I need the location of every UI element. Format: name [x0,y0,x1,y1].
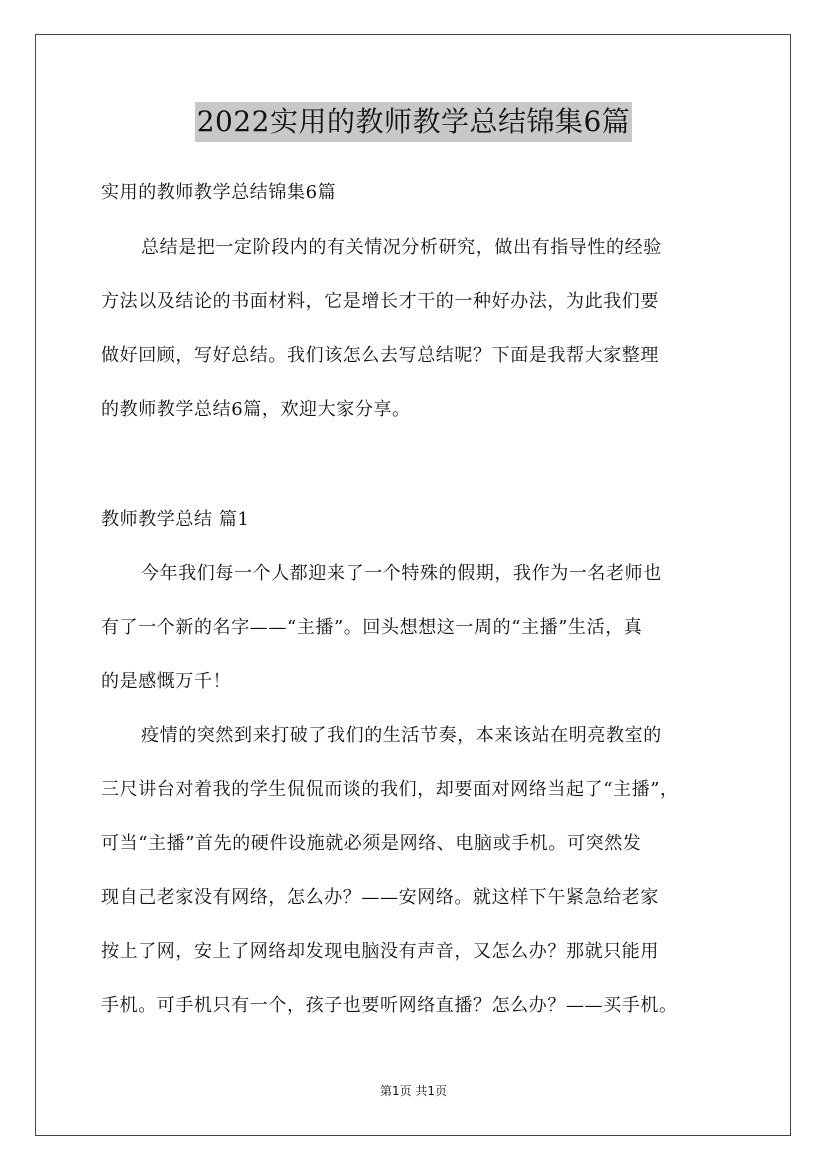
paragraph-line: 按上了网，安上了网络却发现电脑没有声音，又怎么办？那就只能用 [101,941,659,962]
intro-line: 做好回顾，写好总结。我们该怎么去写总结呢？下面是我帮大家整理 [101,345,659,366]
title-container [0,102,827,142]
intro-line: 的教师教学总结6篇，欢迎大家分享。 [101,399,411,420]
paragraph-line: 疫情的突然到来打破了我们的生活节奏，本来该站在明亮教室的 [141,725,662,746]
paragraph-line: 的是感慨万千！ [101,671,232,692]
paragraph-line: 手机。可手机只有一个，孩子也要听网络直播？怎么办？——买手机。 [101,995,678,1016]
paragraph-line: 可当“主播”首先的硬件设施就必须是网络、电脑或手机。可突然发 [101,833,642,854]
paragraph-line: 今年我们每一个人都迎来了一个特殊的假期，我作为一名老师也 [141,563,662,584]
intro-line: 总结是把一定阶段内的有关情况分析研究，做出有指导性的经验 [141,237,662,258]
section-heading: 教师教学总结 篇1 [101,509,250,530]
paragraph-line: 现自己老家没有网络，怎么办？——安网络。就这样下午紧急给老家 [101,887,659,908]
page-number-footer: 第1页 共1页 [379,1084,448,1098]
intro-line: 方法以及结论的书面材料，它是增长才干的一种好办法，为此我们要 [101,291,659,312]
paragraph-line: 有了一个新的名字——“主播”。回头想想这一周的“主播”生活，真 [101,617,643,638]
paragraph-line: 三尺讲台对着我的学生侃侃而谈的我们，却要面对网络当起了“主播”， [101,779,679,800]
document-title: 2022实用的教师教学总结锦集6篇 [195,102,633,142]
document-subtitle: 实用的教师教学总结锦集6篇 [101,182,337,203]
